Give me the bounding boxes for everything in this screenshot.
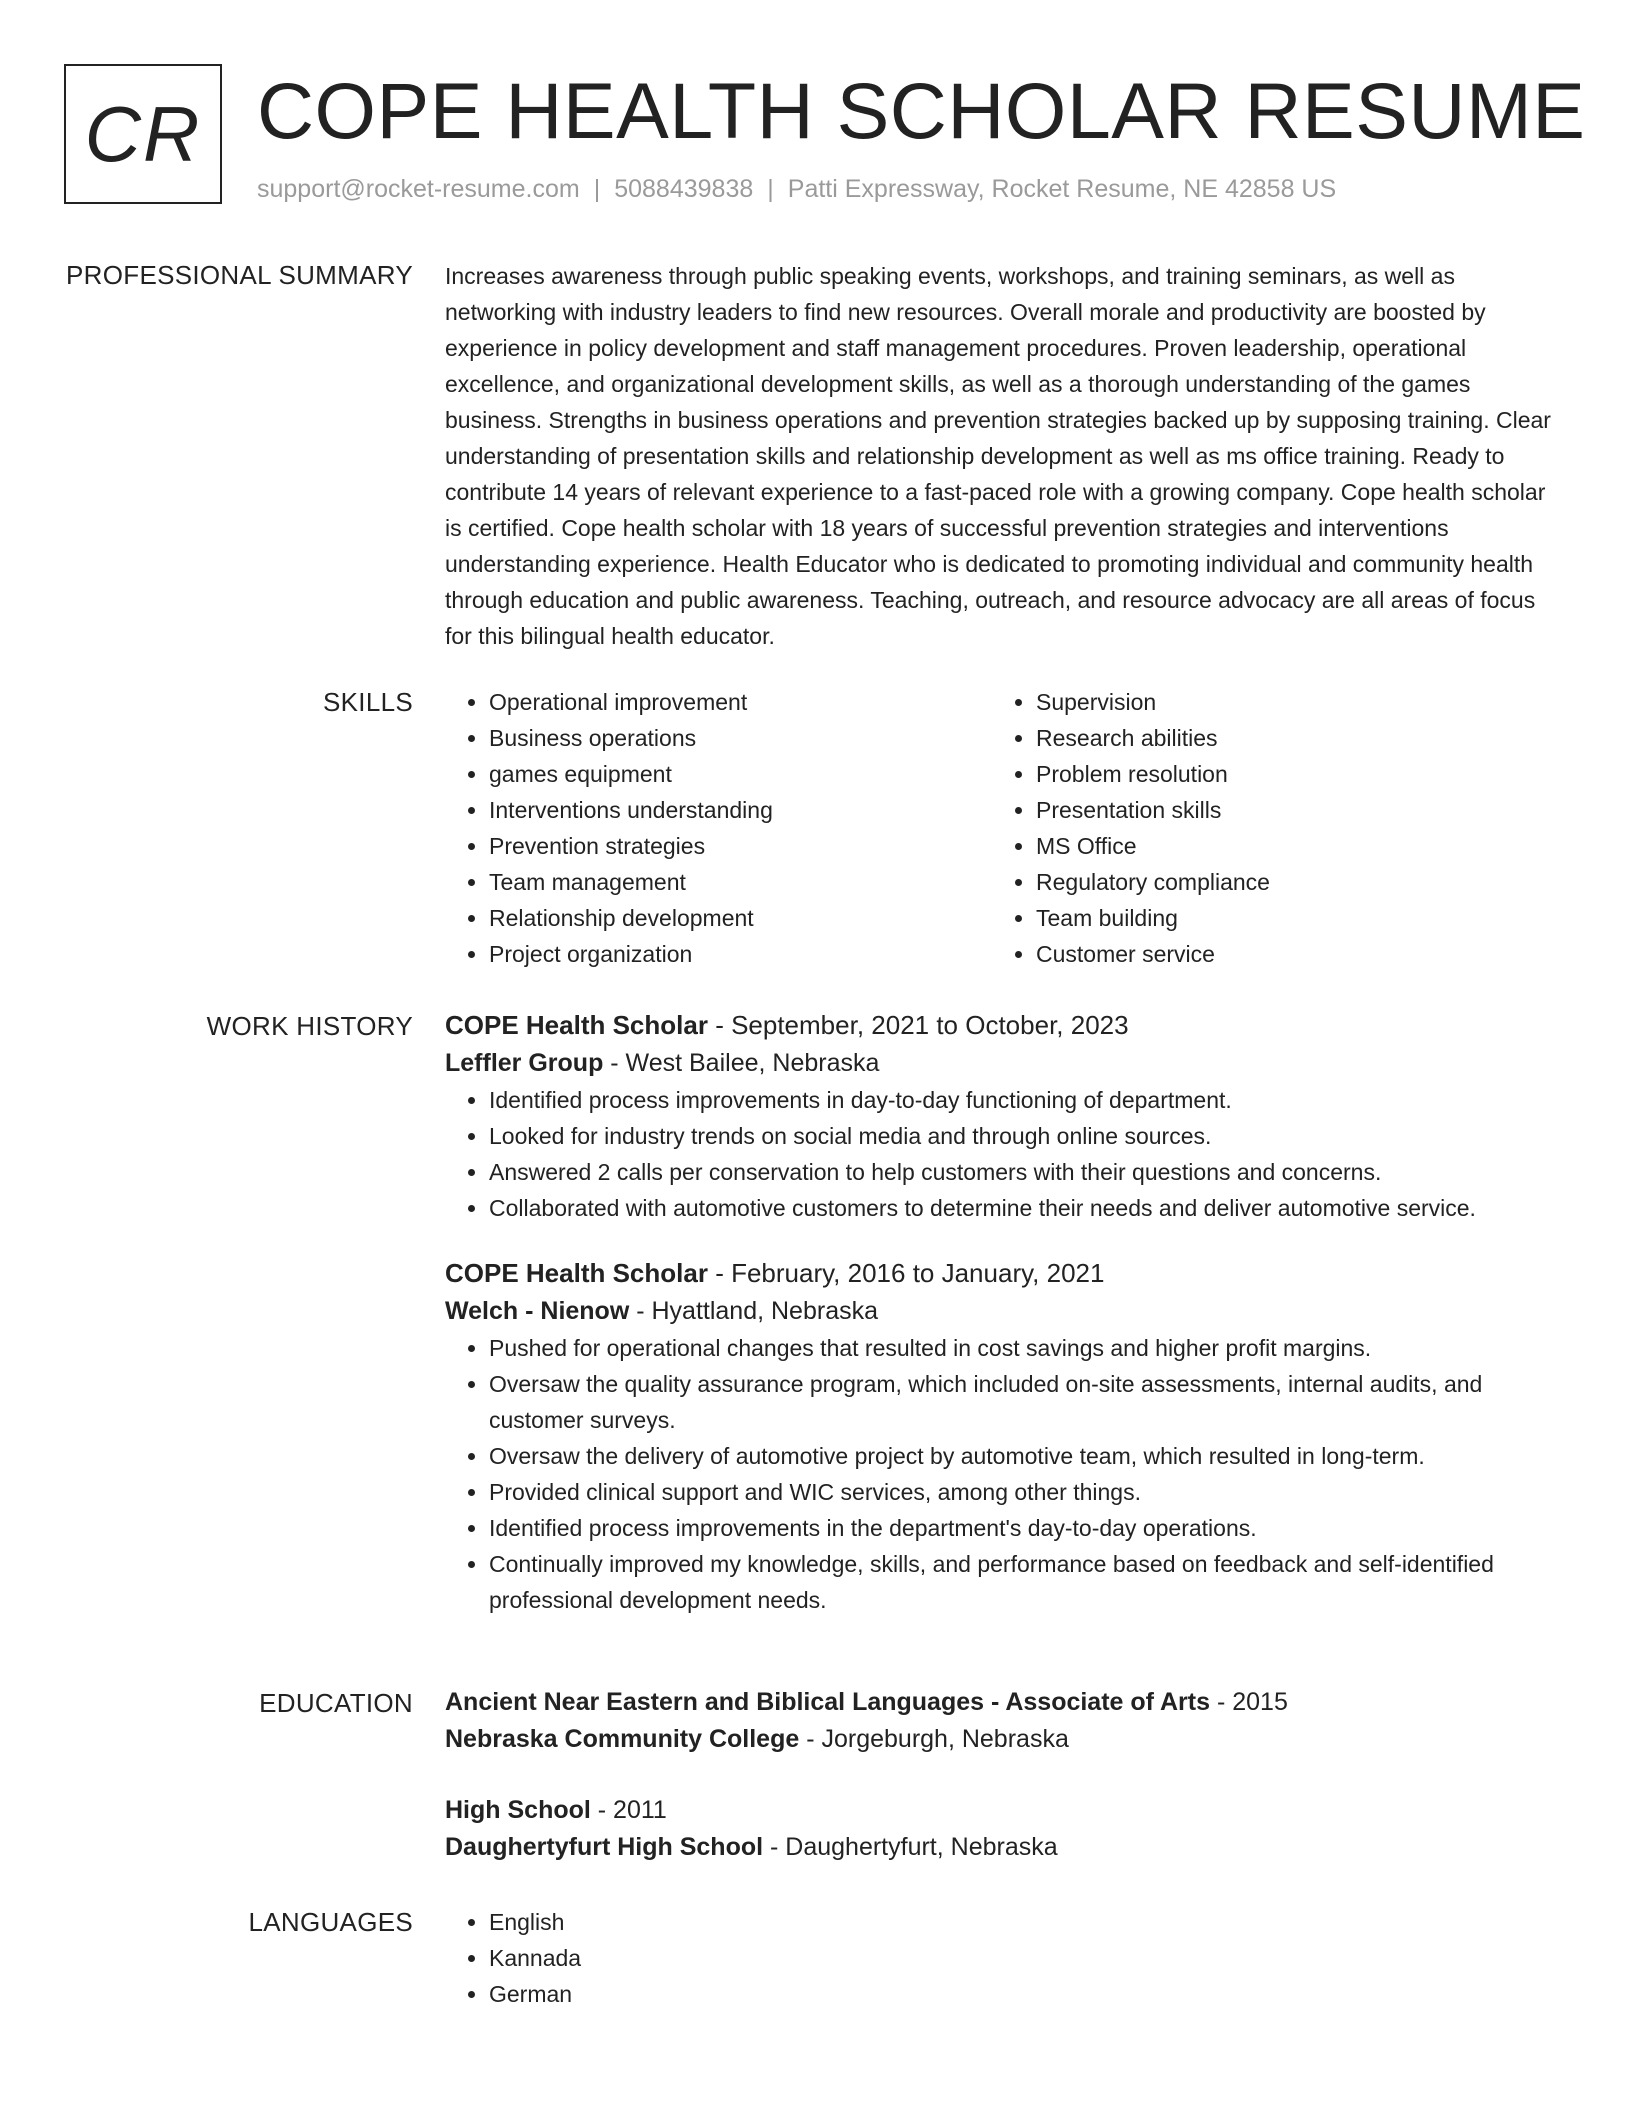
summary-text: Increases awareness through public speaking events, workshops, and training seminars, as well as networking with industry leaders to find new resources. Overall morale and productivity are boosted by experience in policy development and staff management procedures. Proven leadership, operational excellence, and organizational development skills, as well as a thorough understanding of the games business. Strengths in business operations and prevention strategies backed up by supposing training. Clear understanding of presentation skills and relationship development as well as ms office training. Ready to contribute 14 years of relevant experience to a fast-paced role with a growing company. Cope health scholar is certified. Cope health scholar with 18 years of successful prevention strategies and interventions understanding experience. Health Educator who is dedicated to promoting individual and community health through education and public awareness. Teaching, outreach, and resource advocacy are all areas of focus for this bilingual health educator. [445, 263, 1551, 649]
job-bullet: • Identified process improvements in day-to-day functioning of department. [489, 1082, 1560, 1118]
job-bullet: • Oversaw the delivery of automotive project by automotive team, which resulted in long-term. [489, 1438, 1560, 1474]
education-school-line [445, 1721, 1560, 1758]
work-body [445, 1006, 1560, 1646]
job-bullet: • Answered 2 calls per conservation to help customers with their questions and concerns. [489, 1154, 1560, 1190]
skill-item: • Interventions understanding [489, 792, 992, 828]
skill-item: • Research abilities [1036, 720, 1539, 756]
education-year: - 2011 [590, 1796, 667, 1824]
skill-item: • Supervision [1036, 684, 1539, 720]
skill-item: • Business operations [489, 720, 992, 756]
section-label-languages: LANGUAGES [248, 1907, 413, 1937]
job-bullets [445, 1082, 1560, 1226]
contact-line [257, 175, 1336, 204]
job-bullet: • Collaborated with automotive customers to determine their needs and deliver automotive service. [489, 1190, 1560, 1226]
job-title: COPE Health Scholar [445, 1010, 708, 1040]
language-item: • German [489, 1976, 1560, 2012]
resume-header [64, 64, 1586, 214]
skill-item: • Regulatory compliance [1036, 864, 1539, 900]
skill-item: • Operational improvement [489, 684, 992, 720]
contact-phone[interactable]: 5088439838 [614, 175, 754, 203]
job-title-line [445, 1254, 1560, 1292]
education-school: Daughertyfurt High School [445, 1833, 764, 1861]
skill-item: • MS Office [1036, 828, 1539, 864]
languages-list [445, 1904, 1560, 2012]
job-bullet: • Oversaw the quality assurance program, which included on-site assessments, internal audits, and customer surveys. [489, 1366, 1560, 1438]
education-year: - 2015 [1210, 1688, 1288, 1716]
skills-body [445, 684, 1560, 972]
separator: | [593, 175, 601, 203]
contact-email[interactable]: support@rocket-resume.com [257, 175, 580, 203]
language-item: • Kannada [489, 1940, 1560, 1976]
skill-item: • Problem resolution [1036, 756, 1539, 792]
page-title: COPE HEALTH SCHOLAR RESUME [257, 66, 1586, 155]
skill-item: • Relationship development [489, 900, 992, 936]
job-location: - Hyattland, Nebraska [629, 1297, 878, 1325]
skill-item: • Team management [489, 864, 992, 900]
skill-item: • Team building [1036, 900, 1539, 936]
section-label-work: WORK HISTORY [206, 1011, 413, 1041]
job-bullet: • Identified process improvements in the department's day-to-day operations. [489, 1510, 1560, 1546]
job-entry [445, 1006, 1560, 1226]
skill-item: • Prevention strategies [489, 828, 992, 864]
education-degree: High School [445, 1796, 591, 1824]
education-location: - Jorgeburgh, Nebraska [799, 1725, 1069, 1753]
job-entry [445, 1254, 1560, 1618]
education-school-line [445, 1829, 1560, 1866]
summary-body [445, 258, 1560, 654]
contact-address: Patti Expressway, Rocket Resume, NE 42858 US [787, 175, 1337, 203]
skills-column-left [445, 684, 992, 972]
languages-body [445, 1904, 1560, 2012]
monogram-badge: CR [64, 64, 222, 204]
section-label-education: EDUCATION [259, 1688, 413, 1718]
job-title-line [445, 1006, 1560, 1044]
job-bullet: • Continually improved my knowledge, skills, and performance based on feedback and self-identified professional development needs. [489, 1546, 1560, 1618]
skill-item: • Project organization [489, 936, 992, 972]
section-label-summary: PROFESSIONAL SUMMARY [66, 260, 413, 290]
separator: | [767, 175, 774, 203]
job-dates: - September, 2021 to October, 2023 [707, 1010, 1129, 1040]
education-degree: Ancient Near Eastern and Biblical Languages - Associate of Arts [445, 1688, 1211, 1716]
job-bullet: • Provided clinical support and WIC services, among other things. [489, 1474, 1560, 1510]
job-company: Welch - Nienow [445, 1297, 630, 1325]
job-company: Leffler Group [445, 1049, 604, 1077]
section-label-skills: SKILLS [323, 687, 413, 717]
job-dates: - February, 2016 to January, 2021 [707, 1258, 1105, 1288]
job-bullets [445, 1330, 1560, 1618]
education-school: Nebraska Community College [445, 1725, 800, 1753]
language-item: • English [489, 1904, 1560, 1940]
job-company-line [445, 1292, 1560, 1330]
job-location: - West Bailee, Nebraska [603, 1049, 880, 1077]
education-entry [445, 1792, 1560, 1866]
job-title: COPE Health Scholar [445, 1258, 708, 1288]
skill-item: • Presentation skills [1036, 792, 1539, 828]
skill-item: • games equipment [489, 756, 992, 792]
job-company-line [445, 1044, 1560, 1082]
skills-column-right [992, 684, 1539, 972]
job-bullet: • Pushed for operational changes that resulted in cost savings and higher profit margins. [489, 1330, 1560, 1366]
education-degree-line [445, 1792, 1560, 1829]
education-body [445, 1684, 1560, 1900]
skill-item: • Customer service [1036, 936, 1539, 972]
education-entry [445, 1684, 1560, 1758]
job-bullet: • Looked for industry trends on social media and through online sources. [489, 1118, 1560, 1154]
education-location: - Daughertyfurt, Nebraska [763, 1833, 1058, 1861]
education-degree-line [445, 1684, 1560, 1721]
